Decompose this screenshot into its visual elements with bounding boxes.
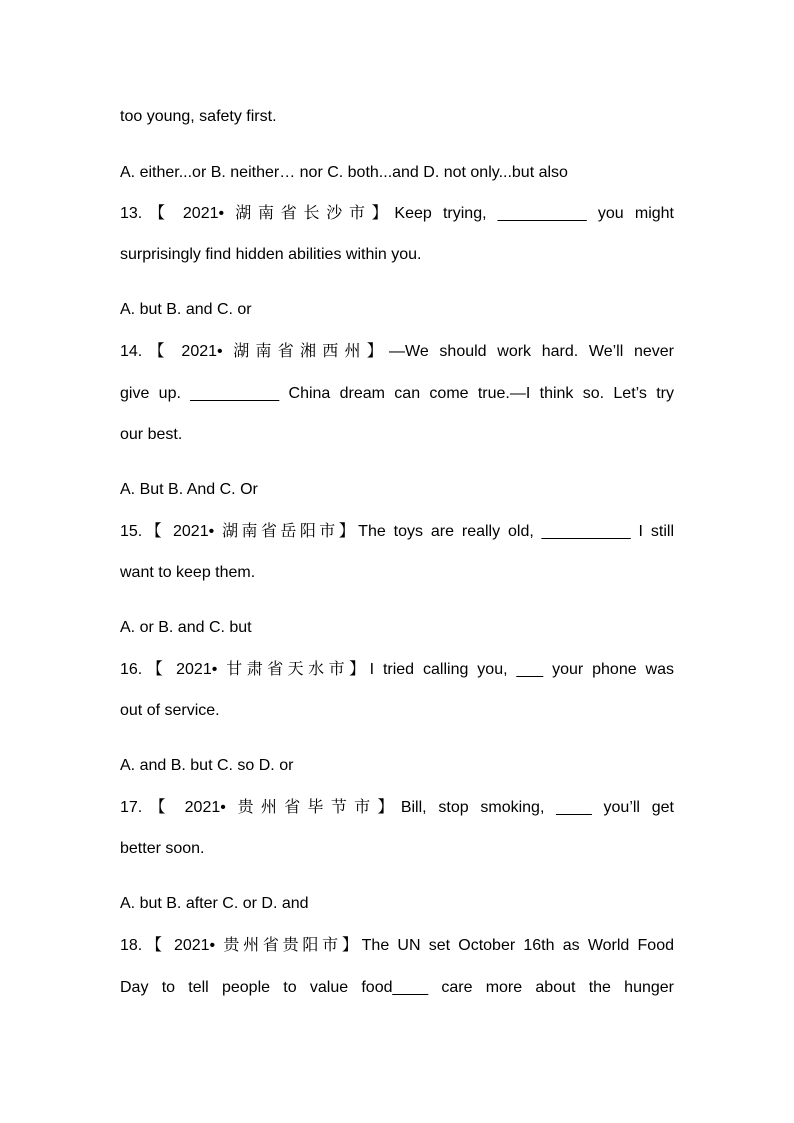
question-13: 13.【 2021• 湖南省长沙市】Keep trying, __________ you might [120,205,674,222]
text-line: too young, safety first. [120,108,277,125]
options-line: A. and B. but C. so D. or [120,757,294,774]
options-line: A. but B. and C. or [120,301,252,318]
question-14: 14.【 2021• 湖南省湘西州】—We should work hard. We’ll never [120,343,674,360]
text-line: out of service. [120,702,220,719]
options-line: A. either...or B. neither… nor C. both...and D. not only...but also [120,164,568,181]
question-17: 17.【 2021• 贵州省毕节市】Bill, stop smoking, ____ you’ll get [120,799,674,816]
text-line: our best. [120,426,183,443]
text-line: give up. __________ China dream can come true.—I think so. Let’s try [120,385,674,402]
question-16: 16.【 2021• 甘肃省天水市】I tried calling you, ___ your phone was [120,661,674,678]
options-line: A. or B. and C. but [120,619,252,636]
text-line: surprisingly find hidden abilities within you. [120,246,422,263]
question-15: 15.【 2021• 湖南省岳阳市】The toys are really old, __________ I still [120,523,674,540]
options-line: A. but B. after C. or D. and [120,895,309,912]
text-line: Day to tell people to value food____ care more about the hunger [120,979,674,996]
text-line: want to keep them. [120,564,256,581]
options-line: A. But B. And C. Or [120,481,258,498]
text-line: better soon. [120,840,205,857]
question-18: 18.【 2021• 贵州省贵阳市】The UN set October 16th as World Food [120,937,674,954]
